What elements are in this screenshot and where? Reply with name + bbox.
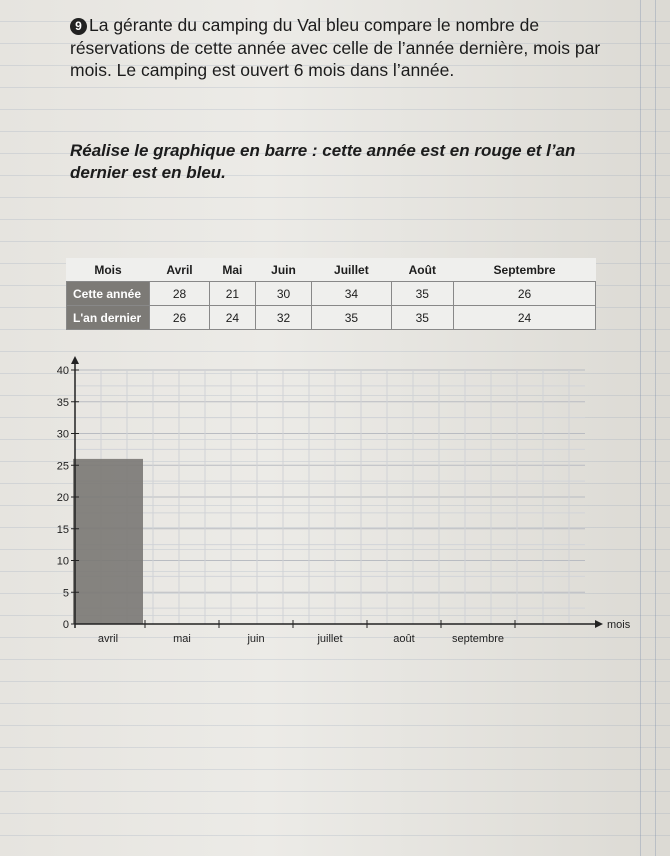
chart-bar: [73, 459, 143, 624]
table-cell: 30: [255, 282, 311, 306]
table-header-cell: Mai: [210, 258, 256, 282]
table-cell: 28: [150, 282, 210, 306]
row-label: L'an dernier: [67, 306, 150, 330]
table-cell: 24: [454, 306, 596, 330]
y-tick-label: 25: [56, 460, 69, 473]
x-axis-label: mois: [607, 619, 631, 631]
x-axis-arrow: [595, 620, 603, 628]
x-tick-label: avril: [97, 633, 119, 645]
y-tick-label: 15: [56, 523, 69, 536]
table-header-cell: Avril: [150, 258, 210, 282]
table-cell: 26: [150, 306, 210, 330]
y-tick-label: 20: [56, 492, 69, 504]
table-cell: 35: [391, 306, 454, 330]
exercise-number: 9: [70, 18, 87, 35]
y-axis-arrow: [71, 356, 79, 364]
chart-axes: [71, 356, 603, 628]
y-tick-label: 30: [56, 428, 69, 441]
statement-text: La gérante du camping du Val bleu compare le nombre de réservations de cette année avec celle de l’année dernière, mois par mois. Le camping est ouvert 6 mois dans l’année.: [70, 15, 601, 80]
table-cell: 26: [454, 282, 596, 306]
table-header-cell: Mois: [67, 258, 150, 282]
table-cell: 21: [210, 282, 256, 306]
table-cell: 32: [255, 306, 311, 330]
y-tick-label: 0: [62, 619, 69, 631]
x-tick-label: mai: [173, 633, 191, 645]
table-header-cell: Août: [391, 258, 454, 282]
table-cell: 34: [312, 282, 391, 306]
x-tick-label: août: [393, 633, 415, 645]
row-label: Cette année: [67, 282, 150, 306]
y-tick-label: 10: [56, 555, 69, 568]
exercise-instruction: Réalise le graphique en barre : cette année est en rouge et l’an dernier est en bleu.: [70, 141, 576, 182]
table-header-cell: Juin: [255, 258, 311, 282]
table-cell: 35: [391, 282, 454, 306]
table-cell: 35: [312, 306, 391, 330]
table-header-cell: Juillet: [312, 258, 391, 282]
table-cell: 24: [210, 306, 256, 330]
y-tick-label: 5: [62, 587, 69, 600]
chart-bars: [73, 459, 143, 624]
chart-grid: [75, 370, 585, 624]
x-tick-label: juin: [247, 633, 265, 645]
table-header-cell: Septembre: [454, 258, 596, 282]
x-tick-label: septembre: [452, 633, 504, 645]
x-tick-label: juillet: [317, 633, 343, 645]
y-tick-label: 35: [56, 396, 69, 409]
y-tick-label: 40: [56, 365, 69, 377]
